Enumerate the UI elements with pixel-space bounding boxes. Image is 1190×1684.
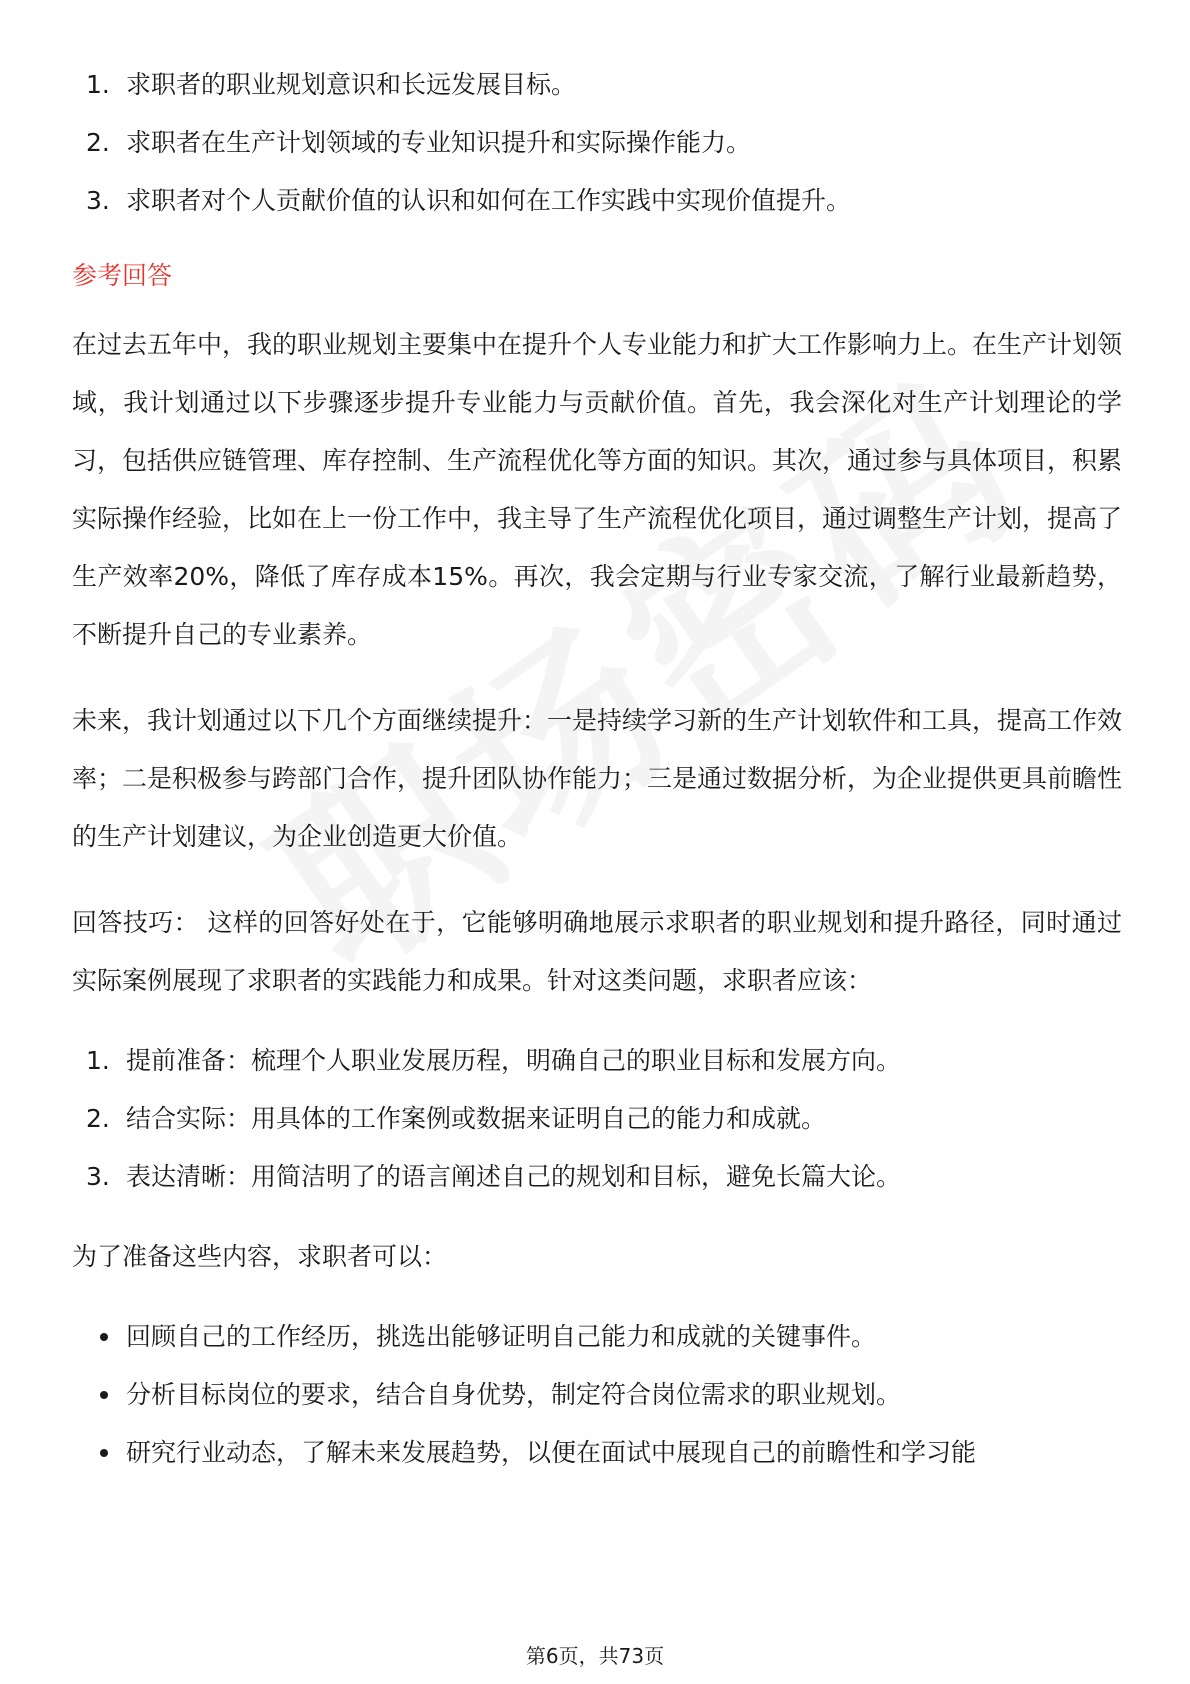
list-item-text: 提前准备：梳理个人职业发展历程，明确自己的职业目标和发展方向。 bbox=[126, 1046, 902, 1075]
prep-paragraph: 为了准备这些内容，求职者可以： bbox=[72, 1242, 448, 1271]
list-item-text: 表达清晰：用简洁明了的语言阐述自己的规划和目标，避免长篇大论。 bbox=[126, 1162, 902, 1191]
list-item bbox=[72, 1366, 1122, 1424]
tips-list bbox=[72, 1032, 1122, 1206]
list-marker: 1. bbox=[86, 1046, 110, 1075]
list-item-text: 求职者的职业规划意识和长远发展目标。 bbox=[126, 70, 577, 99]
list-item-text: 求职者在生产计划领域的专业知识提升和实际操作能力。 bbox=[126, 128, 752, 157]
bullet-icon bbox=[100, 1391, 108, 1399]
list-marker: 2. bbox=[86, 128, 110, 157]
list-marker: 3. bbox=[86, 186, 110, 215]
tips-paragraph: 回答技巧： 这样的回答好处在于，它能够明确地展示求职者的职业规划和提升路径，同时通过实际案例展现了求职者的实践能力和成果。针对这类问题，求职者应该： bbox=[72, 908, 1122, 995]
prep-list bbox=[72, 1308, 1122, 1482]
bullet-icon bbox=[100, 1333, 108, 1341]
list-item-text: 分析目标岗位的要求，结合自身优势，制定符合岗位需求的职业规划。 bbox=[126, 1380, 902, 1409]
answer-heading: 参考回答 bbox=[72, 261, 173, 290]
list-item bbox=[72, 1308, 1122, 1366]
bullet-icon bbox=[100, 1449, 108, 1457]
answer-paragraph-1: 在过去五年中，我的职业规划主要集中在提升个人专业能力和扩大工作影响力上。在生产计划领域，我计划通过以下步骤逐步提升专业能力与贡献价值。首先，我会深化对生产计划理论的学习，包括供应链管理、库存控制、生产流程优化等方面的知识。其次，通过参与具体项目，积累实际操作经验，比如在上一份工作中，我主导了生产流程优化项目，通过调整生产计划，提高了生产效率20%，降低了库存成本15%。再次，我会定期与行业专家交流，了解行业最新趋势，不断提升自己的专业素养。 bbox=[72, 330, 1123, 649]
document-content bbox=[72, 56, 1122, 1482]
list-item bbox=[72, 1424, 1122, 1482]
list-item bbox=[72, 172, 1122, 230]
answer-paragraph-2: 未来，我计划通过以下几个方面继续提升：一是持续学习新的生产计划软件和工具，提高工作效率；二是积极参与跨部门合作，提升团队协作能力；三是通过数据分析，为企业提供更具前瞻性的生产计划建议，为企业创造更大价值。 bbox=[72, 706, 1123, 851]
list-marker: 2. bbox=[86, 1104, 110, 1133]
list-marker: 1. bbox=[86, 70, 110, 99]
list-item bbox=[72, 56, 1122, 114]
list-item bbox=[72, 1148, 1122, 1206]
list-item-text: 结合实际：用具体的工作案例或数据来证明自己的能力和成就。 bbox=[126, 1104, 827, 1133]
list-item bbox=[72, 114, 1122, 172]
list-item-text: 研究行业动态，了解未来发展趋势，以便在面试中展现自己的前瞻性和学习能 bbox=[126, 1438, 977, 1467]
list-item bbox=[72, 1090, 1122, 1148]
page-number: 第6页，共73页 bbox=[525, 1644, 665, 1668]
list-item bbox=[72, 1032, 1122, 1090]
question-list bbox=[72, 56, 1122, 230]
list-item-text: 回顾自己的工作经历，挑选出能够证明自己能力和成就的关键事件。 bbox=[126, 1322, 877, 1351]
list-marker: 3. bbox=[86, 1162, 110, 1191]
list-item-text: 求职者对个人贡献价值的认识和如何在工作实践中实现价值提升。 bbox=[126, 186, 852, 215]
